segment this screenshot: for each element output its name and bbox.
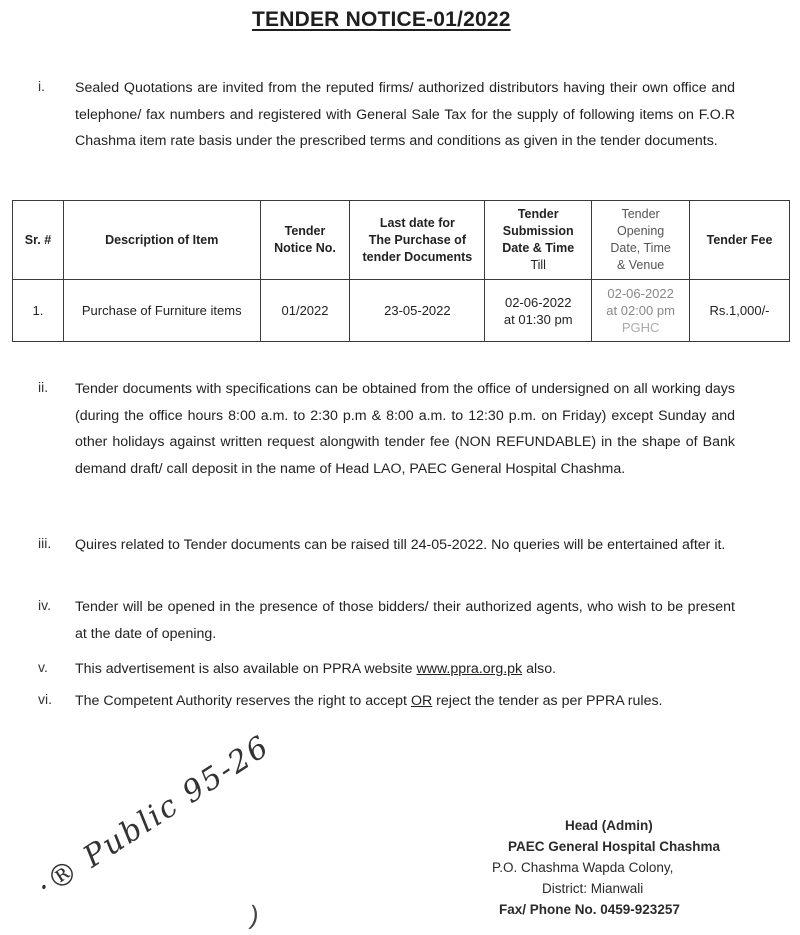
header-submission: Tender Submission Date & Time Till [485, 201, 592, 280]
signature-district: District: Mianwali [542, 881, 644, 896]
header-description: Description of Item [63, 201, 260, 280]
signature-title: Head (Admin) [565, 818, 653, 833]
emphasis-or: OR [410, 693, 433, 709]
cell-sr: 1. [13, 280, 64, 342]
clause-number: ii. [38, 379, 49, 395]
tender-table [12, 200, 790, 342]
header-sr: Sr. # [13, 201, 64, 280]
clause-text: The Competent Authority reserves the right to accept OR reject the tender as per PPRA rules. [75, 693, 663, 709]
clause-text: This advertisement is also available on PPRA website www.ppra.org.pk also. [75, 661, 557, 677]
clause-number: iii. [38, 535, 52, 551]
cell-notice-no: 01/2022 [260, 280, 350, 342]
handwritten-note: ·® Public 95-26 [30, 728, 277, 905]
clause-text: Quires related to Tender documents can be raised till 24-05-2022. No queries will be entertained after it. [75, 537, 726, 553]
cell-description: Purchase of Furniture items [63, 280, 260, 342]
page-title: TENDER NOTICE-01/2022 [252, 8, 511, 31]
handwritten-mark: ) [248, 899, 261, 931]
ppra-website-link[interactable]: www.ppra.org.pk [416, 661, 523, 677]
signature-organization: PAEC General Hospital Chashma [508, 839, 721, 854]
signature-address: P.O. Chashma Wapda Colony, [492, 860, 674, 875]
clause-number: i. [38, 78, 45, 94]
clause-text: Tender will be opened in the presence of those bidders/ their authorized agents, who wish to be present at the date of opening. [75, 599, 735, 642]
clause-text: Sealed Quotations are invited from the reputed firms/ authorized distributors having their own office and telephone/ fax numbers and registered with General Sale Tax for the supply of following items on F.O.R Chashma item rate basis under the prescribed terms and conditions as given in the tender documents. [75, 80, 735, 149]
clause-number: iv. [38, 597, 51, 613]
signature-phone: Fax/ Phone No. 0459-923257 [499, 902, 680, 917]
signature-block [480, 815, 780, 920]
table-row [13, 280, 790, 342]
cell-last-date: 23-05-2022 [350, 280, 485, 342]
header-fee: Tender Fee [690, 201, 790, 280]
clause-text: Tender documents with specifications can be obtained from the office of undersigned on all working days (during the office hours 8:00 a.m. to 2:30 p.m & 8:00 a.m. to 12:30 p.m. on Friday) except Sunday and other holidays against written request alongwith tender fee (NON REFUNDABLE) in the shape of Bank demand draft/ call deposit in the name of Head LAO, PAEC General Hospital Chashma. [75, 381, 735, 477]
table-header-row [13, 201, 790, 280]
clause-number: v. [38, 659, 48, 675]
header-opening: Tender Opening Date, Time & Venue [592, 201, 690, 280]
header-notice-no: Tender Notice No. [260, 201, 350, 280]
cell-submission: 02-06-2022 at 01:30 pm [485, 280, 592, 342]
cell-fee: Rs.1,000/- [690, 280, 790, 342]
cell-opening: 02-06-2022 at 02:00 pm PGHC [592, 280, 690, 342]
clause-number: vi. [38, 691, 52, 707]
header-last-date: Last date for The Purchase of tender Documents [350, 201, 485, 280]
